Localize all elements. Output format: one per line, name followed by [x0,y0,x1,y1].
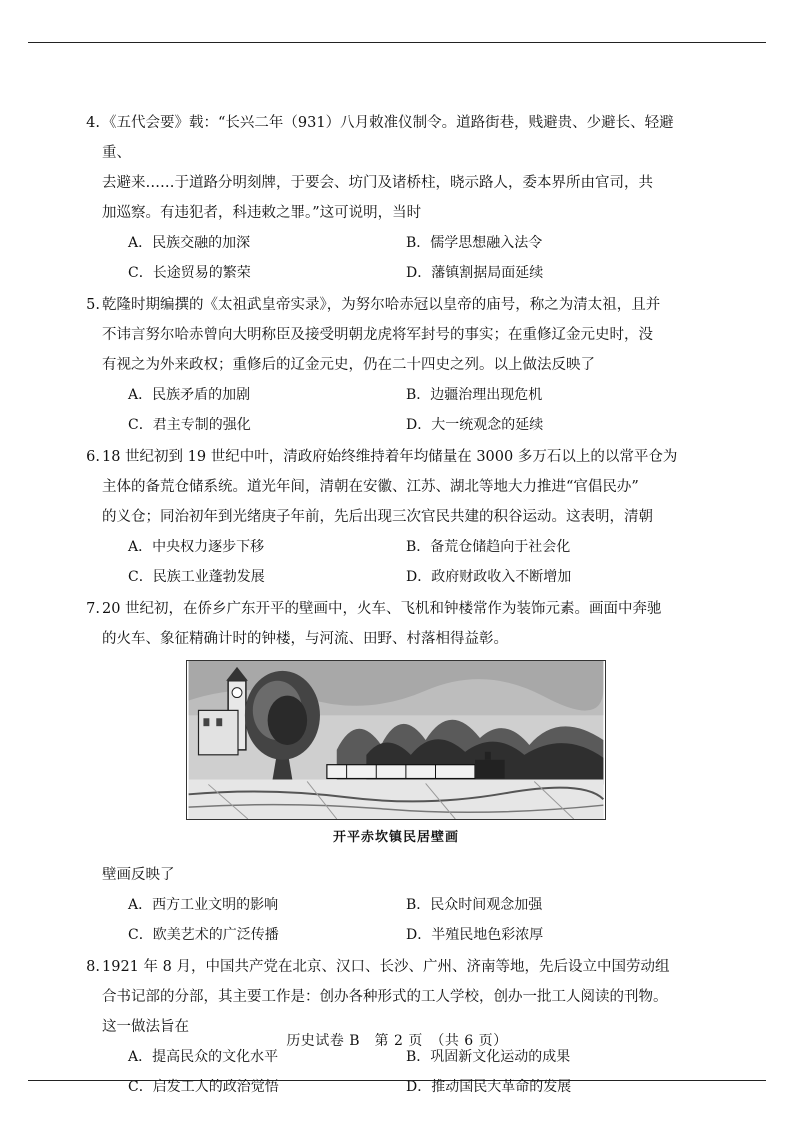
stem-line: 去避来……于道路分明刻牌，于要会、坊门及诸桥柱，晓示路人，委本界所由官司，共 [102,175,653,191]
question-4 [86,108,696,288]
option-a: A．西方工业文明的影响 [128,897,279,913]
question-number: 4. [86,115,100,131]
options [102,1042,696,1102]
stem-line: 有视之为外来政权；重修后的辽金元史，仍在二十四史之列。以上做法反映了 [102,357,595,373]
question-number: 7. [86,601,100,617]
question-stem [86,290,696,380]
options [102,890,696,950]
stem-line: 18 世纪初到 19 世纪中叶，清政府始终维持着年均储量在 3000 多万石以上的以常平仓为 [102,449,678,465]
mural-figure [186,660,606,848]
option-c: C．君主专制的强化 [128,417,251,433]
question-stem [86,108,696,228]
option-b: B．备荒仓储趋向于社会化 [406,539,571,555]
option-b: B．边疆治理出现危机 [406,387,543,403]
option-d: D．推动国民大革命的发展 [406,1079,572,1095]
options [102,532,696,592]
question-number: 6. [86,449,100,465]
question-stem-continued [102,860,696,890]
option-d: D．半殖民地色彩浓厚 [406,927,544,943]
stem-line: 壁画反映了 [102,867,175,883]
stem-line: 的义仓；同治初年到光绪庚子年前，先后出现三次官民共建的积谷运动。这表明，清朝 [102,509,653,525]
option-c: C．民族工业蓬勃发展 [128,569,265,585]
option-a: A．民族交融的加深 [128,235,251,251]
stem-line: 的火车、象征精确计时的钟楼，与河流、田野、村落相得益彰。 [102,631,508,647]
exam-page-content [86,108,696,1102]
question-6 [86,442,696,592]
question-5 [86,290,696,440]
option-b: B．儒学思想融入法令 [406,235,543,251]
question-7 [86,594,696,950]
stem-line: 乾隆时期编撰的《太祖武皇帝实录》，为努尔哈赤冠以皇帝的庙号，称之为清太祖，且并 [102,297,661,313]
stem-line: 20 世纪初，在侨乡广东开平的壁画中，火车、飞机和钟楼常作为装饰元素。画面中奔驰 [102,601,662,617]
option-d: D．藩镇割据局面延续 [406,265,544,281]
option-c: C．启发工人的政治觉悟 [128,1079,279,1095]
stem-line: 主体的备荒仓储系统。道光年间，清朝在安徽、江苏、湖北等地大力推进“官倡民办” [102,479,639,495]
option-c: C．长途贸易的繁荣 [128,265,251,281]
question-stem [86,442,696,532]
bottom-rule [28,1080,766,1081]
mural-image [186,660,606,820]
options [102,380,696,440]
question-stem [86,952,696,1042]
option-d: D．政府财政收入不断增加 [406,569,572,585]
question-number: 5. [86,297,100,313]
option-d: D．大一统观念的延续 [406,417,544,433]
option-a: A．民族矛盾的加剧 [128,387,251,403]
page-footer: 历史试卷 B 第 2 页 （共 6 页） [286,1033,508,1049]
options [102,228,696,288]
stem-line: 加巡察。有违犯者，科违敕之罪。”这可说明，当时 [102,205,422,221]
image-caption: 开平赤坎镇民居壁画 [332,830,459,845]
stem-line: 《五代会要》载：“长兴二年（931）八月敕准仪制令。道路街巷，贱避贵、少避长、轻避重、 [102,115,674,161]
question-number: 8. [86,959,100,975]
option-a: A．提高民众的文化水平 [128,1049,279,1065]
stem-line: 这一做法旨在 [102,1019,189,1035]
option-b: B．民众时间观念加强 [406,897,543,913]
top-rule [28,42,766,43]
stem-line: 合书记部的分部，其主要工作是：创办各种形式的工人学校，创办一批工人阅读的刊物。 [102,989,668,1005]
option-b: B．巩固新文化运动的成果 [406,1049,571,1065]
option-c: C．欧美艺术的广泛传播 [128,927,279,943]
stem-line: 1921 年 8 月，中国共产党在北京、汉口、长沙、广州、济南等地，先后设立中国劳动组 [102,959,670,975]
stem-line: 不讳言努尔哈赤曾向大明称臣及接受明朝龙虎将军封号的事实；在重修辽金元史时，没 [102,327,653,343]
option-a: A．中央权力逐步下移 [128,539,265,555]
question-stem [86,594,696,654]
